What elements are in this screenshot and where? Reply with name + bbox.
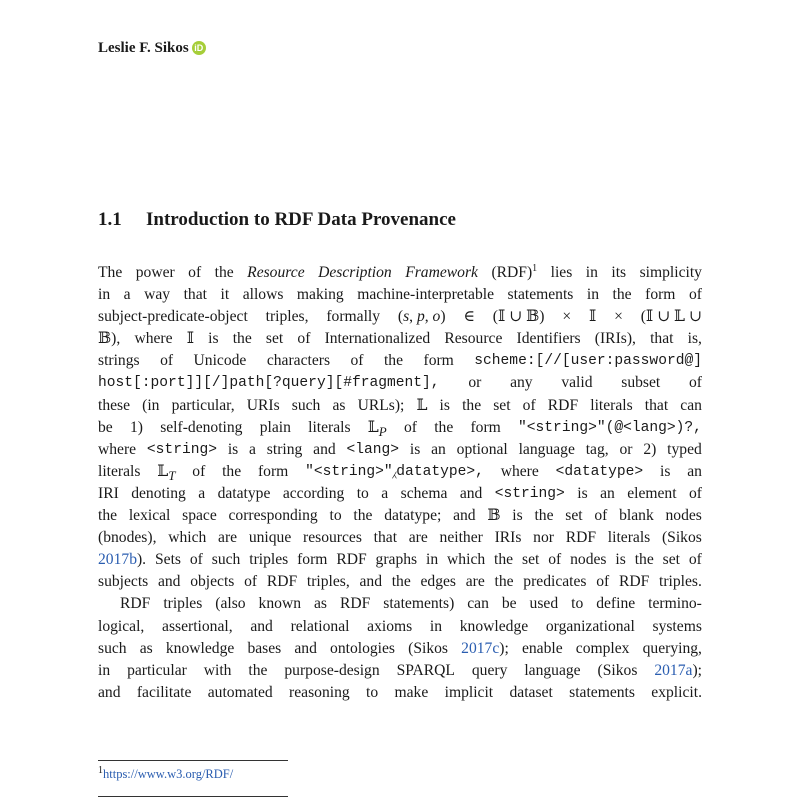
text-line: be 1) self-denoting plain literals 𝕃$_P$ of the form "<string>"(@<lang>)?, (98, 418, 702, 439)
footnote-marker: 1 (98, 764, 103, 776)
text-line: strings of Unicode characters of the form scheme:[//[user:password@] (98, 352, 702, 370)
footnote-link[interactable]: https://www.w3.org/RDF/ (103, 767, 234, 781)
citation-link[interactable]: 2017a (654, 661, 693, 679)
section-number: 1.1 (98, 209, 122, 230)
text-line: the lexical space corresponding to the datatype; and 𝔹 is the set of blank nodes (98, 507, 702, 525)
orcid-icon[interactable]: iD (192, 41, 206, 55)
citation-link[interactable]: 2017b (98, 551, 137, 569)
text-line: and facilitate automated reasoning to make implicit dataset statements explicit. (98, 683, 702, 701)
text-line: logical, assertional, and relational axioms in knowledge organizational systems (98, 617, 702, 635)
text-line: (bnodes), which are unique resources that are neither IRIs nor RDF literals (Sikos (98, 529, 702, 547)
text-line: IRI denoting a datatype according to a schema and <string> is an element of (98, 484, 702, 502)
text-line: such as knowledge bases and ontologies (Sikos 2017c); enable complex querying, (98, 639, 702, 657)
footnote-rule (98, 760, 288, 761)
author-name: Leslie F. Sikos (98, 40, 189, 56)
text-line: RDF triples (also known as RDF statements) can be used to define termino- (120, 595, 702, 613)
footnote-rule-bottom (98, 796, 288, 797)
section-heading (98, 209, 456, 231)
text-line: subjects and objects of RDF triples, and the edges are the predicates of RDF triples. (98, 573, 702, 591)
citation-link[interactable]: 2017c (461, 639, 500, 657)
text-line: host[:port]][/]path[?query][#fragment], or any valid subset of (98, 374, 702, 392)
text-line: 𝔹), where 𝕀 is the set of Internationalized Resource Identifiers (IRIs), that is, (98, 330, 702, 348)
text-line: subject-predicate-object triples, formally (s, p, o) ∈ (𝕀 ∪ 𝔹) × 𝕀 × (𝕀 ∪ 𝕃 ∪ (98, 308, 702, 326)
text-line: in a way that it allows making machine-interpretable statements in the form of (98, 286, 702, 304)
text-line: The power of the Resource Description Framework (RDF)$^1$ lies in its simplicity (98, 262, 702, 281)
body-text (98, 262, 702, 704)
text-line: in particular with the purpose-design SPARQL query language (Sikos 2017a); (98, 661, 702, 679)
text-line: literals 𝕃$_T$ of the form "<string>"⁁datatype>, where <datatype> is an (98, 462, 702, 483)
footnote (98, 764, 234, 782)
section-title: Introduction to RDF Data Provenance (146, 209, 456, 230)
text-line: these (in particular, URIs such as URLs); 𝕃 is the set of RDF literals that can (98, 396, 702, 414)
author-line (98, 40, 206, 57)
text-line: where <string> is a string and <lang> is an optional language tag, or 2) typed (98, 440, 702, 458)
text-line: 2017b). Sets of such triples form RDF graphs in which the set of nodes is the set of (98, 551, 702, 569)
